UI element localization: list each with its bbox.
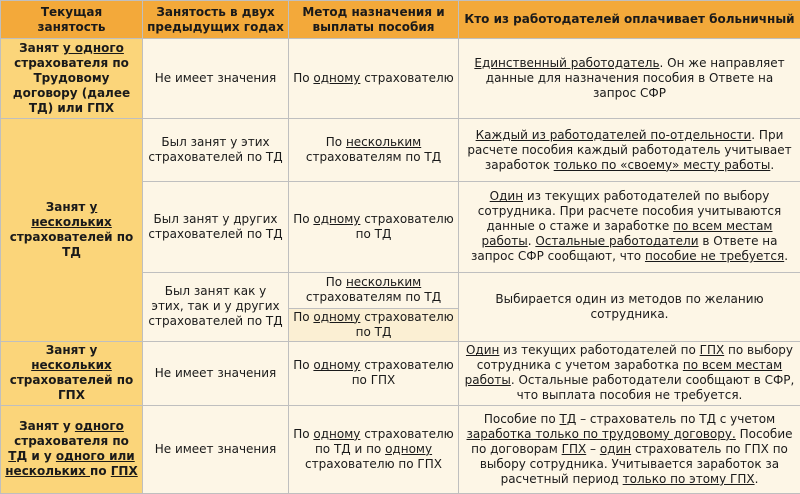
text-part: заработка только по трудовому договору. — [466, 426, 736, 441]
text-part: одного — [74, 419, 124, 434]
table-row — [1, 39, 800, 119]
text-part: По — [293, 71, 314, 86]
header-method: Метод назначения и выплаты пособия — [289, 1, 459, 39]
text-part: Пособие по договорам — [471, 426, 793, 456]
text-part: нескольким — [345, 275, 422, 290]
payer-cell: Выбирается один из методов по желанию сотрудника. — [459, 272, 800, 341]
text-part: По — [293, 358, 314, 373]
prev-years-cell: Не имеет значения — [143, 39, 289, 119]
text-part: одному — [313, 71, 361, 86]
text-part: По — [293, 211, 314, 226]
text-part: . — [770, 157, 775, 172]
payer-cell — [459, 182, 800, 272]
text-part: нескольким — [345, 135, 422, 150]
text-part: – — [586, 441, 600, 456]
text-part: страхователю по ТД — [355, 309, 454, 339]
text-part: страхователь по ГПХ по выбору сотрудника. Учитывается заработок за расчетный период — [479, 441, 788, 486]
method-cell-option-2 — [289, 308, 459, 341]
text-part: Занят у — [19, 419, 75, 434]
text-part: из текущих работодателей по выбору сотрудника. При расчете пособия учитываются данные о стаже и заработке — [477, 189, 782, 234]
text-part: Пособие по — [483, 411, 560, 426]
row-head-single-employer — [1, 39, 143, 119]
text-part: страхователям по ТД — [305, 290, 442, 305]
text-part: страхователя по Трудовому договору (далее ТД) или ГПХ — [12, 56, 131, 116]
method-cell — [289, 341, 459, 405]
text-part: только по этому ГПХ — [622, 471, 755, 486]
text-part: Занят — [19, 41, 63, 56]
text-part: ТД — [8, 449, 28, 464]
header-row — [1, 1, 800, 39]
text-part: Занят — [45, 199, 90, 214]
text-part: страхователю по ГПХ — [305, 456, 442, 471]
payer-cell — [459, 341, 800, 405]
text-part: ГПХ — [561, 441, 587, 456]
text-part: . — [751, 127, 756, 142]
text-part: По — [325, 275, 346, 290]
prev-years-cell: Не имеет значения — [143, 405, 289, 493]
text-part: один — [599, 441, 632, 456]
text-part: Единственный работодатель — [474, 56, 660, 71]
text-part: ГПХ — [699, 343, 725, 358]
text-part: Один — [465, 343, 500, 358]
table-row — [1, 341, 800, 405]
text-part: в Ответе на запрос СФР сообщают, что — [470, 234, 778, 264]
text-part: ГПХ — [110, 464, 138, 479]
text-part: по всем местам работы — [464, 358, 783, 388]
text-part: Один — [489, 189, 524, 204]
text-part: страхователя по — [14, 434, 129, 449]
text-part: По — [293, 309, 314, 324]
prev-years-cell: Не имеет значения — [143, 341, 289, 405]
text-part: страхователю по ТД — [355, 211, 454, 241]
payer-cell — [459, 119, 800, 182]
prev-years-cell: Был занят как у этих, так и у других страхователей по ТД — [143, 272, 289, 341]
text-part: одному — [385, 441, 433, 456]
text-part: одного или нескольких — [5, 449, 135, 479]
prev-years-cell: Был занят у других страхователей по ТД — [143, 182, 289, 272]
text-part: При расчете пособия каждый работодатель учитывает заработок — [467, 127, 792, 172]
header-current-employment: Текущая занятость — [1, 1, 143, 39]
text-part: По — [293, 426, 314, 441]
text-part: страхователю — [360, 71, 454, 86]
text-part: По — [325, 135, 346, 150]
row-head-td-and-gph — [1, 405, 143, 493]
text-part: Каждый из работодателей по-отдельности — [475, 127, 752, 142]
text-part: у одного — [62, 41, 124, 56]
payer-cell — [459, 39, 800, 119]
row-head-several-employers-td — [1, 119, 143, 341]
prev-years-cell: Был занят у этих страхователей по ТД — [143, 119, 289, 182]
text-part: . — [754, 471, 759, 486]
text-part: только по «своему» месту работы — [553, 157, 771, 172]
text-part: одному — [313, 211, 361, 226]
text-part: у нескольких — [31, 199, 112, 229]
text-part: одному — [313, 309, 361, 324]
table-row — [1, 119, 800, 182]
text-part: из текущих работодателей по — [499, 343, 700, 358]
header-payer: Кто из работодателей оплачивает больничный — [459, 1, 800, 39]
table-row — [1, 405, 800, 493]
text-part: и у — [27, 449, 56, 464]
method-cell — [289, 119, 459, 182]
row-head-several-employers-gph — [1, 341, 143, 405]
text-part: одному — [313, 358, 361, 373]
text-part: нескольких — [31, 358, 112, 373]
text-part: одному — [313, 426, 361, 441]
method-cell-option-1 — [289, 272, 459, 308]
text-part: страхователей по ТД — [9, 229, 134, 259]
text-part: Он же направляет данные для назначения пособия в Ответе на запрос СФР — [485, 56, 785, 101]
text-part: страхователю по ГПХ — [351, 358, 454, 388]
payer-cell — [459, 405, 800, 493]
text-part: ТД — [559, 411, 577, 426]
text-part: страхователей по ГПХ — [9, 373, 134, 403]
method-cell — [289, 39, 459, 119]
text-part: . — [784, 249, 789, 264]
text-part: Остальные работодатели — [535, 234, 699, 249]
text-part: . — [527, 234, 536, 249]
text-part: пособие не требуется — [644, 249, 785, 264]
text-part: по всем местам работы — [481, 219, 773, 249]
header-previous-years: Занятость в двух предыдущих годах — [143, 1, 289, 39]
method-cell — [289, 405, 459, 493]
text-part: . — [659, 56, 664, 71]
text-part: – страхователь по ТД с учетом — [576, 411, 776, 426]
text-part: по — [90, 464, 111, 479]
text-part: страхователям по ТД — [305, 150, 442, 165]
text-part: по выбору сотрудника с учетом заработка — [476, 343, 794, 373]
text-part: . Остальные работодатели сообщают в СФР, что выплата пособия не требуется. — [510, 373, 795, 403]
text-part: Занят у — [45, 343, 98, 358]
text-part: страхователю по ТД и по — [314, 426, 454, 456]
method-cell — [289, 182, 459, 272]
